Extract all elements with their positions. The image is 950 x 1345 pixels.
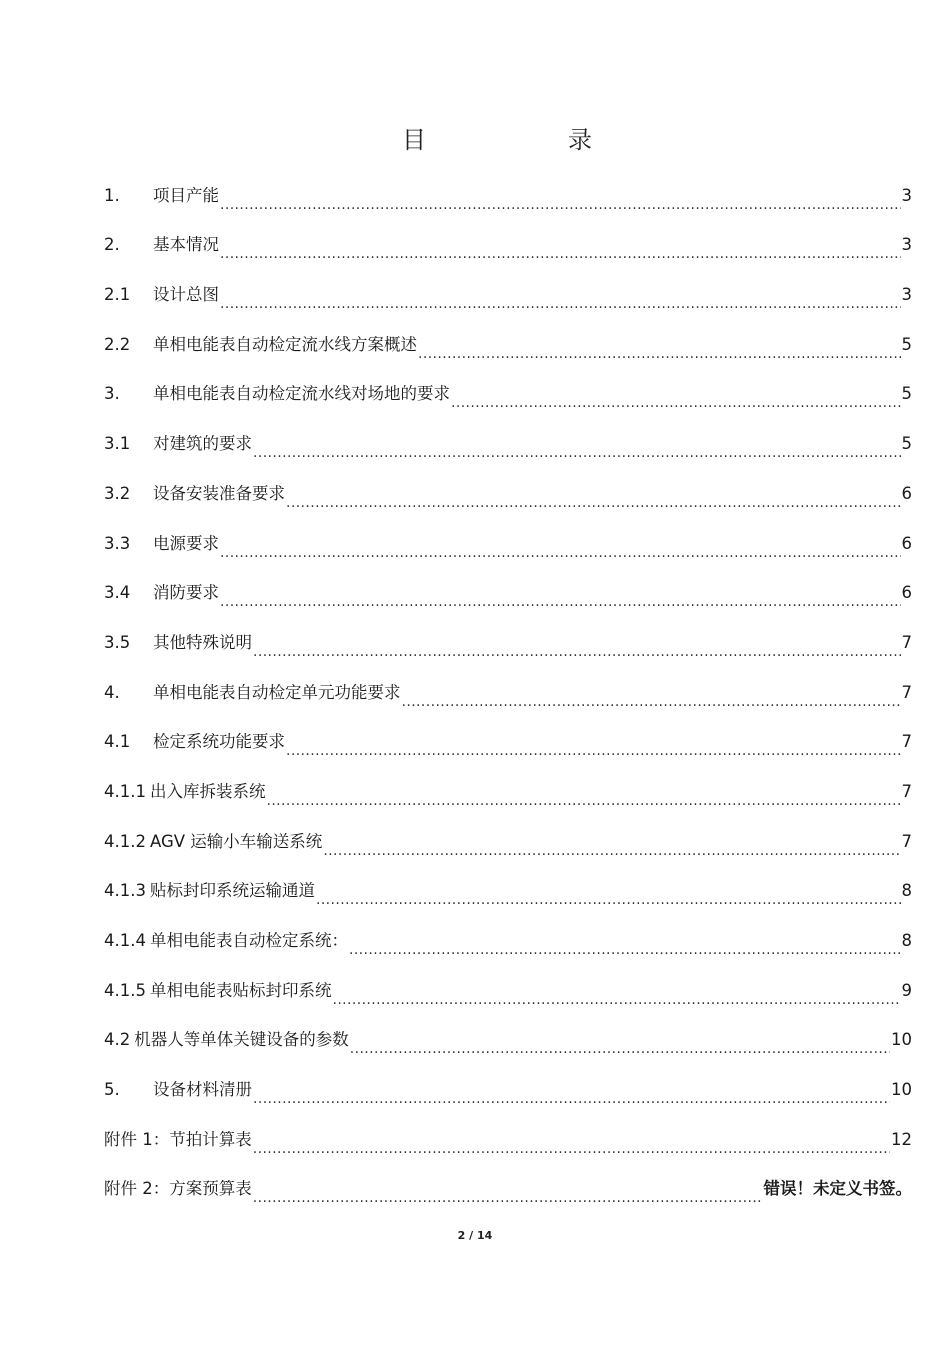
- toc-dot-leader: [451, 372, 901, 416]
- toc-entry-4-1-5[interactable]: [104, 963, 912, 1013]
- toc-entry-text: 机器人等单体关键设备的参数: [134, 1030, 349, 1050]
- toc-entry-number: 4.1.1: [104, 781, 146, 801]
- toc-entry-page: 5: [901, 434, 912, 454]
- toc-dot-leader: [253, 1068, 890, 1112]
- toc-entry-number: 3.: [104, 384, 120, 404]
- toc-dot-leader: [316, 869, 901, 913]
- toc-entry-page: 6: [901, 533, 912, 553]
- toc-entry-2-1[interactable]: [104, 267, 912, 317]
- toc-entry-number: 4.1.2: [104, 831, 146, 851]
- toc-entry-text: 项目产能: [153, 185, 219, 205]
- toc-entry-page: 10: [891, 1080, 912, 1100]
- toc-entry-number: 3.4: [104, 583, 131, 603]
- toc-dot-leader: [418, 323, 901, 367]
- page-indicator: 2 / 14: [457, 1229, 493, 1242]
- toc-entry-page: 7: [901, 781, 912, 801]
- toc-entry-page: 3: [901, 235, 912, 255]
- toc-dot-leader: [350, 1018, 890, 1062]
- toc-entry-text: 设备材料清册: [153, 1080, 252, 1100]
- toc-entry-text: 单相电能表自动检定流水线对场地的要求: [153, 384, 450, 404]
- toc-entry-page: 7: [901, 682, 912, 702]
- toc-dot-leader: [266, 770, 900, 814]
- toc-entry-page: 10: [891, 1030, 912, 1050]
- toc-dot-leader: [220, 174, 901, 218]
- toc-entry-error-message: 错误！未定义书签。: [763, 1179, 912, 1199]
- toc-dot-leader: [332, 969, 900, 1013]
- toc-entry-3-2[interactable]: [104, 466, 912, 516]
- toc-entry-text: 单相电能表自动检定流水线方案概述: [153, 334, 417, 354]
- toc-entry-page: 8: [901, 931, 912, 950]
- toc-entry-number: 2.2: [104, 334, 131, 354]
- toc-dot-leader: [402, 671, 901, 715]
- toc-entry-page: 9: [901, 980, 912, 1000]
- toc-entry-text: 附件 1：节拍计算表: [104, 1129, 252, 1149]
- toc-entry-number: 1.: [104, 185, 120, 205]
- toc-title: [0, 120, 950, 160]
- toc-dot-leader: [286, 720, 901, 764]
- toc-dot-leader: [220, 273, 901, 317]
- toc-entry-page: 7: [901, 732, 912, 752]
- toc-entry-page: 3: [901, 185, 912, 205]
- toc-dot-leader: [220, 223, 901, 267]
- toc-dot-leader: [323, 820, 900, 864]
- toc-entry-number: 4.2: [104, 1030, 131, 1050]
- toc-dot-leader: [253, 422, 901, 466]
- toc-entry-page: 6: [901, 483, 912, 503]
- toc-entry-appendix-1[interactable]: [104, 1112, 912, 1162]
- toc-entry-page: 5: [901, 334, 912, 354]
- toc-entry-number: 4.1.5: [104, 980, 146, 1000]
- toc-entry-4-1-3[interactable]: [104, 864, 912, 914]
- toc-entry-number: 3.3: [104, 533, 131, 553]
- toc-entry-text: 贴标封印系统运输通道: [149, 881, 315, 901]
- toc-entry-page: 7: [901, 632, 912, 652]
- toc-entry-text: 其他特殊说明: [153, 632, 252, 652]
- toc-dot-leader: [349, 919, 901, 963]
- toc-dot-leader: [220, 571, 901, 615]
- toc-entry-text: 设备安装准备要求: [153, 483, 285, 503]
- toc-entry-appendix-2[interactable]: [104, 1162, 912, 1212]
- toc-entry-number: 4.1: [104, 732, 131, 752]
- toc-entry-3-1[interactable]: [104, 416, 912, 466]
- toc-entry-text: 对建筑的要求: [153, 434, 252, 454]
- toc-entry-3[interactable]: [104, 367, 912, 417]
- toc-entry-5[interactable]: [104, 1062, 912, 1112]
- toc-entry-3-4[interactable]: [104, 566, 912, 616]
- toc-entry-4-1-1[interactable]: [104, 764, 912, 814]
- toc-entry-number: 4.: [104, 682, 120, 702]
- toc-entry-text: 设计总图: [153, 285, 219, 305]
- toc-entry-text: 检定系统功能要求: [153, 732, 285, 752]
- toc-entry-text: 电源要求: [153, 533, 219, 553]
- toc-entry-number: 3.1: [104, 434, 131, 454]
- toc-entry-page: 6: [901, 583, 912, 603]
- toc-entry-text: 单相电能表贴标封印系统: [149, 980, 332, 1000]
- toc-entry-number: 2.1: [104, 285, 131, 305]
- toc-dot-leader: [286, 472, 901, 516]
- toc-entry-page: 3: [901, 285, 912, 305]
- toc-entry-number: 3.2: [104, 483, 131, 503]
- toc-entry-2[interactable]: [104, 218, 912, 268]
- toc-entry-2-2[interactable]: [104, 317, 912, 367]
- toc-entry-4-2[interactable]: [104, 1013, 912, 1063]
- toc-entry-text: 出入库拆装系统: [149, 781, 266, 801]
- toc-entry-text: 单相电能表自动检定单元功能要求: [153, 682, 401, 702]
- toc-entry-text: 基本情况: [153, 235, 219, 255]
- toc-entry-text: 附件 2：方案预算表: [104, 1179, 252, 1199]
- toc-title-char-2: 录: [568, 126, 592, 154]
- toc-entry-page: 5: [901, 384, 912, 404]
- toc-entry-text: AGV 运输小车输送系统: [149, 831, 323, 851]
- toc-entry-4[interactable]: [104, 665, 912, 715]
- toc-entry-1[interactable]: [104, 168, 912, 218]
- toc-entry-number: 5.: [104, 1080, 120, 1100]
- toc-entry-page: 7: [901, 831, 912, 851]
- toc-entry-text: 消防要求: [153, 583, 219, 603]
- toc-entry-number: 4.1.3: [104, 881, 146, 901]
- toc-entry-number: 4.1.4: [104, 931, 146, 950]
- toc-dot-leader: [253, 1167, 763, 1211]
- toc-entry-page: 8: [901, 881, 912, 901]
- toc-entry-4-1-2[interactable]: [104, 814, 912, 864]
- toc-dot-leader: [253, 1118, 890, 1162]
- toc-dot-leader: [253, 621, 901, 665]
- toc-entry-text: 单相电能表自动检定系统：: [149, 931, 348, 950]
- toc-dot-leader: [220, 522, 901, 566]
- toc-entry-3-5[interactable]: [104, 615, 912, 665]
- toc-entry-number: 3.5: [104, 632, 131, 652]
- toc-entry-4-1-4[interactable]: [104, 913, 912, 963]
- toc-entry-number: 2.: [104, 235, 120, 255]
- toc-entry-page: 12: [891, 1129, 912, 1149]
- toc-entry-3-3[interactable]: [104, 516, 912, 566]
- toc-entry-4-1[interactable]: [104, 715, 912, 765]
- toc-title-char-1: 目: [402, 126, 426, 154]
- table-of-contents: [104, 168, 912, 1211]
